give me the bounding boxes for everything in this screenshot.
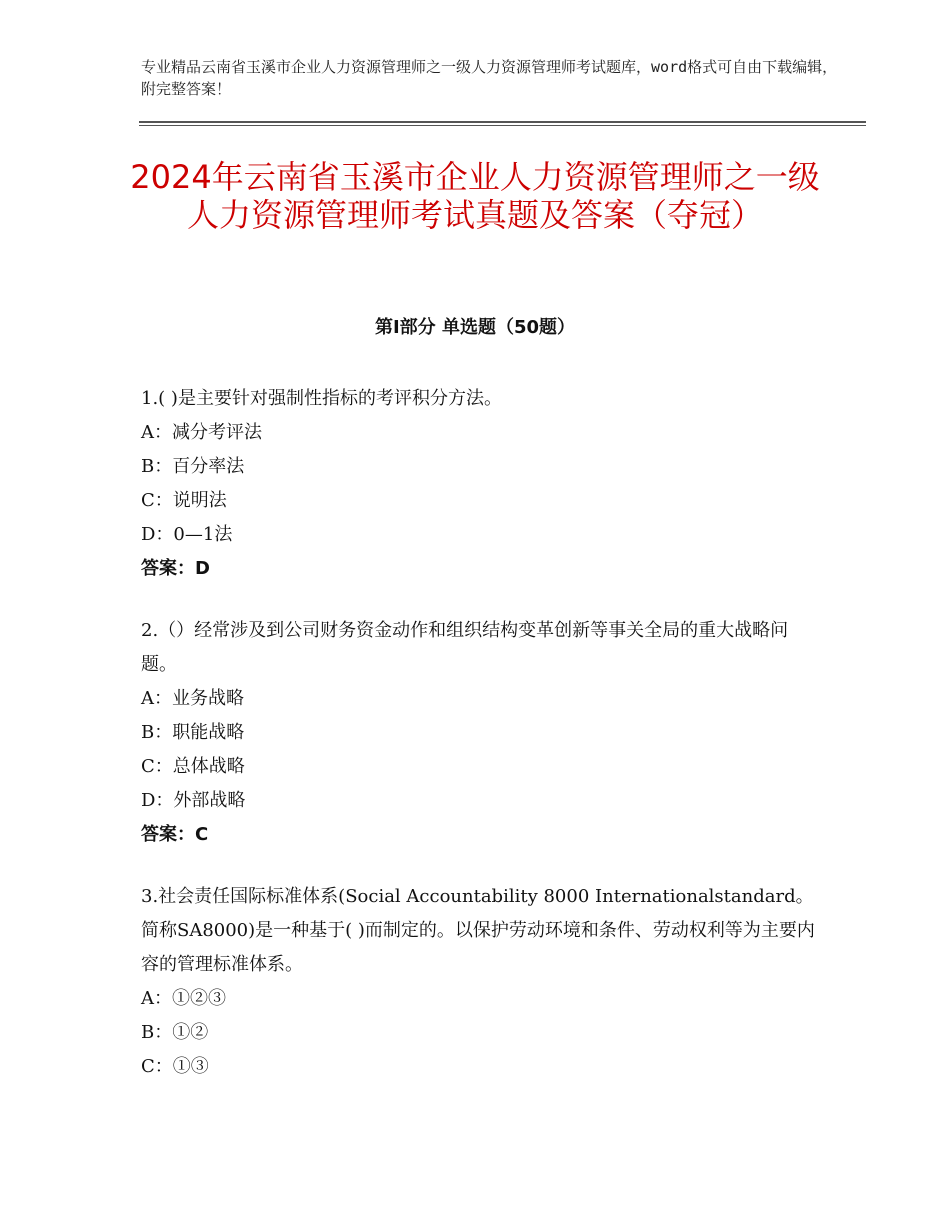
question-1 bbox=[141, 382, 821, 586]
question-list bbox=[141, 382, 821, 1112]
header-note: 专业精品云南省玉溪市企业人力资源管理师之一级人力资源管理师考试题库，word格式可自由下载编辑，附完整答案！ bbox=[141, 58, 838, 98]
question-stem: 3.社会责任国际标准体系(Social Accountability 8000 Internationalstandard。简称SA8000)是一种基于( )而制定的。以保护劳动环境和条件、劳动权利等为主要内容的管理标准体系。 bbox=[141, 886, 815, 975]
option-b: B：百分率法 bbox=[141, 456, 245, 477]
header-rule-thin bbox=[139, 125, 866, 126]
option-c: C：说明法 bbox=[141, 490, 227, 511]
document-title: 2024年云南省玉溪市企业人力资源管理师之一级人力资源管理师考试真题及答案（夺冠） bbox=[130, 158, 820, 234]
option-c: C：①③ bbox=[141, 1056, 209, 1077]
option-a: A：减分考评法 bbox=[141, 422, 262, 443]
answer-label: 答案：D bbox=[141, 558, 210, 579]
question-stem: 1.( )是主要针对强制性指标的考评积分方法。 bbox=[141, 388, 502, 409]
question-3 bbox=[141, 880, 821, 1084]
option-b: B：职能战略 bbox=[141, 722, 245, 743]
header-rule-thick bbox=[139, 121, 866, 123]
section-heading: 第Ⅰ部分 单选题（50题） bbox=[374, 317, 575, 338]
question-2 bbox=[141, 614, 821, 852]
option-d: D：0—1法 bbox=[141, 524, 233, 545]
option-a: A：①②③ bbox=[141, 988, 226, 1009]
option-c: C：总体战略 bbox=[141, 756, 245, 777]
option-b: B：①② bbox=[141, 1022, 209, 1043]
option-d: D：外部战略 bbox=[141, 790, 246, 811]
question-stem: 2.（）经常涉及到公司财务资金动作和组织结构变革创新等事关全局的重大战略问题。 bbox=[141, 620, 789, 675]
answer-label: 答案：C bbox=[141, 824, 209, 845]
option-a: A：业务战略 bbox=[141, 688, 244, 709]
